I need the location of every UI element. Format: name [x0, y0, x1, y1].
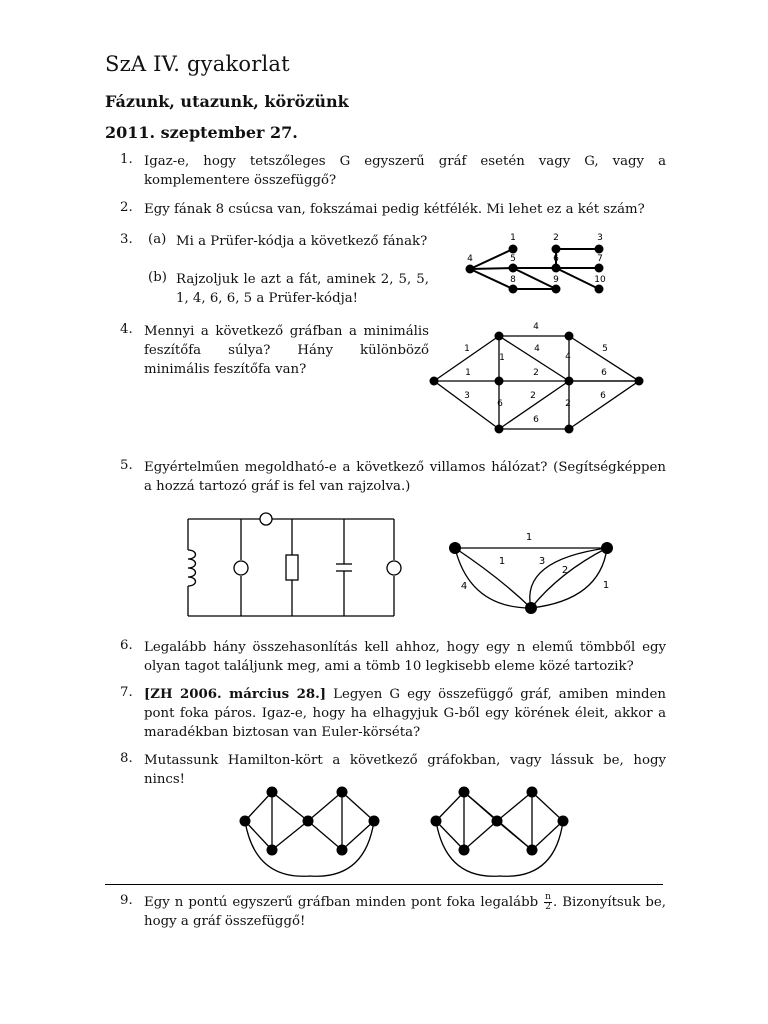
weight-label: 3: [464, 391, 470, 401]
tree-vertex-label: 2: [553, 233, 559, 243]
problem-3b-text: Rajzoljuk le azt a fát, aminek 2, 5, 5, 1, 4, 6, 6, 5 a Prüfer-kódja!: [176, 272, 429, 306]
circuit-weight-label: 4: [460, 581, 468, 592]
problem-2-text: Egy fának 8 csúcsa van, fokszámai pedig kétfélék. Mi lehet ez a két szám?: [144, 202, 645, 217]
problem-8-text: Mutassunk Hamilton-kört a következő gráfokban, vagy lássuk be, hogy nincs!: [144, 753, 666, 787]
circuit-weight-label: 3: [538, 556, 546, 567]
problem-5-number: 5.: [120, 458, 133, 473]
tree-vertex-label: 5: [510, 254, 516, 264]
problem-3b-label: (b): [148, 270, 167, 285]
weight-label: 6: [601, 368, 607, 378]
tree-vertex-label: 10: [594, 275, 606, 285]
weight-label: 4: [534, 344, 540, 354]
circuit-weight-label: 2: [561, 565, 569, 576]
problem-9-text-end: . Bizonyítsuk be, hogy a gráf összefüggő!: [144, 895, 666, 929]
weight-label: 2: [533, 368, 539, 378]
problem-1-text: Igaz-e, hogy tetszőleges G egyszerű gráf esetén vagy G, vagy a komplementere összefüggő?: [144, 154, 666, 188]
problem-6-text: Legalább hány összehasonlítás kell ahhoz, hogy egy n elemű tömbből egy olyan tagot találjunk meg, ami a tömb 10 legkisebb eleme közé tartozik?: [144, 640, 666, 674]
weight-label: 6: [533, 415, 539, 425]
weight-label: 4: [533, 322, 539, 332]
weight-label: 1: [464, 344, 470, 354]
problem-3a-text: Mi a Prüfer-kódja a következő fának?: [176, 234, 428, 249]
tree-vertex-label: 1: [510, 233, 516, 243]
problem-2-number: 2.: [120, 200, 133, 215]
problem-9-text: [144, 893, 666, 931]
problem-7-source: [ZH 2006. március 28.]: [144, 687, 327, 702]
tree-vertex-label: 4: [467, 254, 473, 264]
tree-vertex-label: 8: [510, 275, 516, 285]
circuit-weight-label: 1: [602, 580, 610, 591]
problem-6-number: 6.: [120, 638, 133, 653]
tree-vertex-label: 6: [553, 254, 559, 264]
weight-label: 2: [530, 391, 536, 401]
tree-vertex-label: 7: [597, 254, 603, 264]
circuit-weight-label: 1: [498, 556, 506, 567]
weight-label: 6: [600, 391, 606, 401]
weight-label: 6: [497, 399, 503, 409]
tree-vertex-label: 3: [597, 233, 603, 243]
problem-9-number: 9.: [120, 893, 133, 908]
weight-label: 2: [565, 399, 571, 409]
weight-label: 1: [465, 368, 471, 378]
problem-7-text: [144, 685, 666, 742]
problem-7-number: 7.: [120, 685, 133, 700]
problem-4-text: Mennyi a következő gráfban a minimális feszítőfa súlya? Hány különböző minimális feszítőfa van?: [144, 324, 429, 377]
problem-8-number: 8.: [120, 751, 133, 766]
problem-1-number: 1.: [120, 152, 133, 167]
fraction-numerator: n: [545, 892, 551, 902]
page-date: 2011. szeptember 27.: [105, 123, 298, 142]
weight-label: 1: [499, 353, 505, 363]
problem-3a-label: (a): [148, 232, 167, 247]
fraction-denominator: 2: [545, 902, 551, 912]
page-title: SzA IV. gyakorlat: [105, 52, 290, 76]
problem-7-body: Legyen G egy összefüggő gráf, amiben minden pont foka páros. Igaz-e, hogy ha elhagyjuk G-ből egy körének éleit, akkor a maradékban biztosan van Euler-körséta?: [144, 687, 666, 740]
page-subtitle: Fázunk, utazunk, körözünk: [105, 92, 349, 111]
problem-3-number: 3.: [120, 232, 133, 247]
problem-4-number: 4.: [120, 322, 133, 337]
problem-5-text: Egyértelműen megoldható-e a következő villamos hálózat? (Segítségképpen a hozzá tartozó gráf is fel van rajzolva.): [144, 460, 666, 494]
section-divider: [105, 884, 663, 885]
weight-label: 5: [602, 344, 608, 354]
fraction: [544, 893, 552, 912]
circuit-weight-label: 1: [525, 532, 533, 543]
tree-vertex-label: 9: [553, 275, 559, 285]
problem-9-text-start: Egy n pontú egyszerű gráfban minden pont foka legalább: [144, 895, 544, 910]
weight-label: 4: [565, 352, 571, 362]
